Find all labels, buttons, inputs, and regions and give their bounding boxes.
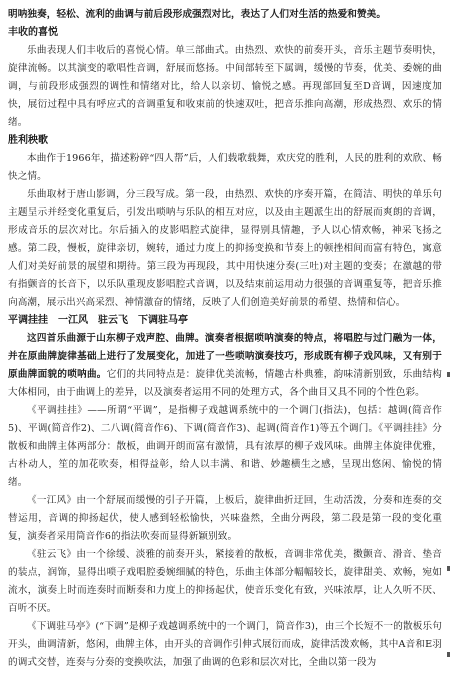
scan-edge-mark (447, 566, 450, 571)
victory-paragraph-2: 乐曲取材于唐山影调，分三段写成。第一段，由热烈、欢快的序奏开篇，在简洁、明快的单乐句主题呈示并经变化重复后，引发出唢呐与乐队的相互对应，以及由主题派生出的舒展而爽朗的音调，形成音乐的层次对比。尔后插入的皮影唱腔式旋律，显得别具情趣，予人以心情欢畅，神采飞扬之感。第二段，慢板，旋律亲切，婉转，通过力度上的抑扬变换和节奏上的顿挫相间而富有特色，寓意人们对美好前景的展望和期待。第三段为再现段，其中用快速分奏(三吐)对主题的变奏；在激越的带有指颤音的长音下，以乐队重现皮影唱腔式音调，以及结束前运用动力很强的音调重复等，把音乐推向高潮，展示出兴高采烈、神情激奋的情绪，反映了人们创造美好前景的希望、热情和信心。 (8, 189, 442, 308)
opera-lead-bold: 这四首乐曲源于山东柳子戏声腔、曲牌。演奏者根据唢呐演奏的特点，将唱腔与过门融为一体，并在原曲牌旋律基础上进行了发展变化，加进了一些唢呐演奏技巧，形成既有柳子戏风味，又有别于原曲牌面貌的唢呐曲。 (8, 333, 442, 380)
opera-paragraph-yijiangfeng: 《一江风》由一个舒展而缓慢的引子开篇，上板后，旋律曲折迂回，生动活泼，分奏和连奏的交替运用，音调的抑扬起伏，使人感到轻松愉快，兴味盎然，全曲分两段，第二段是第一段的变化重复，演奏者采用筒音作6的指法吹奏而显得新颖别致。 (8, 495, 442, 542)
opera-paragraph-pingdiao: 《平调挂挂》——所谓“平调”，是指柳子戏越调系统中的一个调门(指法)，包括：越调(简音作5)、平调(简音作2)、二八调(简音作6)、下调(简音作3)、起调(简音作1)等五个调门。《平调挂挂》分散板和曲牌主体两部分：散板，曲调开朗而富有激情，具有浓厚的柳子戏风味。曲牌主体旋律优雅，古朴动人，笙的加花吹奏，相得益彰，给人以丰满、和谐、妙趣横生之感，呈现出悠闲、愉悦的情绪。 (8, 405, 442, 488)
victory-paragraph-1: 本曲作于1966年，描述粉碎“四人帮”后，人们载歌载舞，欢庆党的胜利，人民的胜利的欢欣、畅快之情。 (8, 153, 442, 182)
scan-edge-mark (447, 652, 450, 657)
scan-edge-mark (447, 372, 450, 377)
harvest-paragraph: 乐曲表现人们丰收后的喜悦心情。单三部曲式。由热烈、欢快的前奏开头，音乐主题节奏明快，旋律流畅。以其演变的歌唱性音调，舒展而悠扬。中间部转至下属调，缓慢的节奏，优美、委婉的曲调，与前段形成强烈的调性和情绪对比，给人以亲切、愉悦之感。再现部回复至D音调，因速度加快，展衍过程中具有呼应式的音调重复和收束前的快速双吐，把音乐推向高潮，形成热烈、欢乐的情绪。 (8, 45, 442, 128)
section-title-opera: 平调挂挂 一江风 驻云飞 下调驻马亭 (8, 315, 188, 326)
opera-lead-paragraph (8, 330, 442, 402)
intro-paragraph: 明呐独奏，轻松、流利的曲调与前后段形成强烈对比，表达了人们对生活的热爱和赞美。 (8, 9, 387, 20)
section-title-victory: 胜利秧歌 (8, 135, 48, 146)
opera-lead-tail: 它们的共同特点是：旋律优美流畅，情趣古朴典雅，韵味清新别致，乐曲结构大体相同，由于曲调上的差异，以及演奏者运用不同的处理方式，各个曲目又具不同的个性色彩。 (8, 369, 442, 398)
section-title-harvest: 丰收的喜悦 (8, 27, 58, 38)
opera-paragraph-zhuyunfei: 《驻云飞》由一个徐缓、淡雅的前奏开头，紧接着的散板，音调非常优美，擞颤音、滑音、垫音的装点，润饰，显得出唢子戏唱腔委婉细腻的特色，乐曲主体部分幅幅较长，旋律甜美、欢畅，宛如流水，演奏上时而连奏时而断奏和力度上的抑扬起伏，使音乐变化有致，兴味浓厚，让人久听不厌、百听不厌。 (8, 549, 442, 614)
opera-paragraph-zhumating: 《下调驻马亭》(“下调”是柳子戏越调系统中的一个调门，筒音作3)，由三个长短不一的散板乐句开头，曲调清新，悠闲，曲牌主体，由开头的音调作引伸式展衍而成，旋律活泼欢畅，其中A音和E羽的调式交替，连奏与分奏的变换吹法，加强了曲调的色彩和层次对比，全曲以第一段为 (8, 621, 442, 668)
document-page (8, 6, 442, 668)
